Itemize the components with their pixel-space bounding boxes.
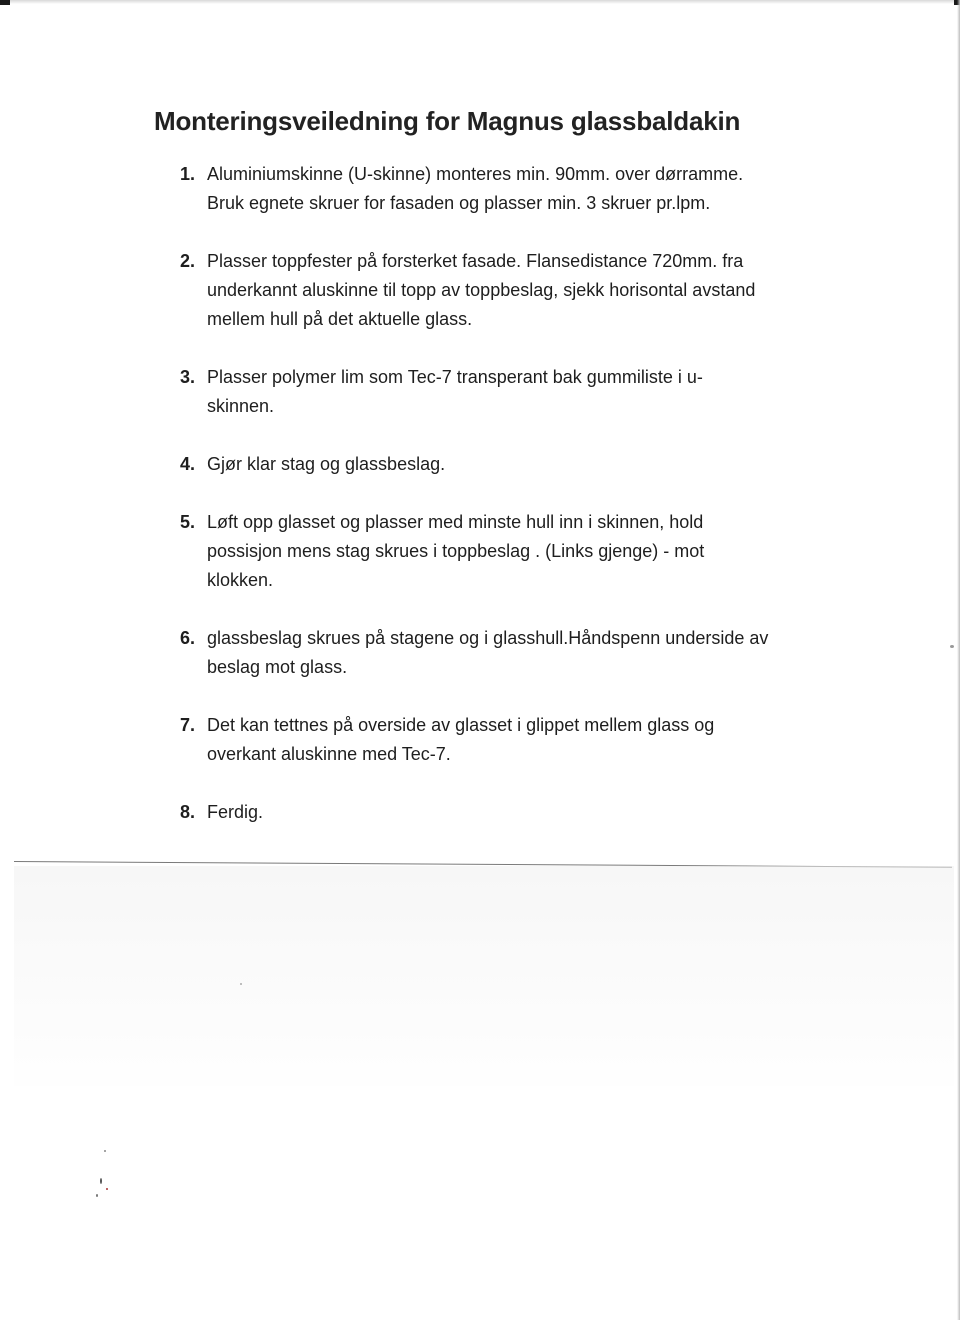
step-number: 5. <box>180 512 196 532</box>
scan-corner-mark <box>0 0 10 5</box>
step-text: Plasser polymer lim som Tec-7 transperant bak gummiliste i u-skinnen. <box>207 367 703 416</box>
step-text: Løft opp glasset og plasser med minste hull inn i skinnen, hold possisjon mens stag skrues i toppbeslag . (Links gjenge) - mot klokken. <box>207 512 705 590</box>
fold-shading <box>14 866 954 1086</box>
step-text: Gjør klar stag og glassbeslag. <box>207 454 446 474</box>
scan-edge-top <box>0 0 960 4</box>
step-number: 8. <box>180 802 196 822</box>
step-number: 6. <box>180 628 196 648</box>
step-text: glassbeslag skrues på stagene og i glasshull.Håndspenn underside av beslag mot glass. <box>207 628 769 677</box>
scan-speck <box>950 645 954 648</box>
step-number: 4. <box>180 454 196 474</box>
scan-speck <box>104 1150 106 1152</box>
page-title: Monteringsveiledning for Magnus glassbaldakin <box>154 106 741 136</box>
step-text: Det kan tettnes på overside av glasset i glippet mellem glass og overkant aluskinne med Tec-7. <box>207 715 715 764</box>
scan-speck <box>100 1178 102 1184</box>
scan-speck <box>240 983 242 985</box>
step-number: 3. <box>180 367 196 387</box>
instruction-step <box>180 508 737 595</box>
scan-speck <box>96 1194 98 1197</box>
step-text: Ferdig. <box>207 802 264 822</box>
step-text: Aluminiumskinne (U-skinne) monteres min. 90mm. over dørramme. Bruk egnete skruer for fasaden og plasser min. 3 skruer pr.lpm. <box>207 164 744 213</box>
step-number: 2. <box>180 251 196 271</box>
instruction-step <box>180 160 782 218</box>
step-number: 1. <box>180 164 196 184</box>
instruction-step <box>180 624 792 682</box>
instruction-step <box>180 363 737 421</box>
instruction-step <box>180 798 782 827</box>
instruction-step <box>180 711 767 769</box>
instruction-step <box>180 450 782 479</box>
instruction-list <box>180 160 800 856</box>
step-text: Plasser toppfester på forsterket fasade. Flansedistance 720mm. fra underkannt aluskinne til topp av toppbeslag, sjekk horisontal avstand mellem hull på det aktuelle glass. <box>207 251 756 329</box>
step-number: 7. <box>180 715 196 735</box>
instruction-step <box>180 247 782 334</box>
scan-speck <box>106 1188 108 1190</box>
